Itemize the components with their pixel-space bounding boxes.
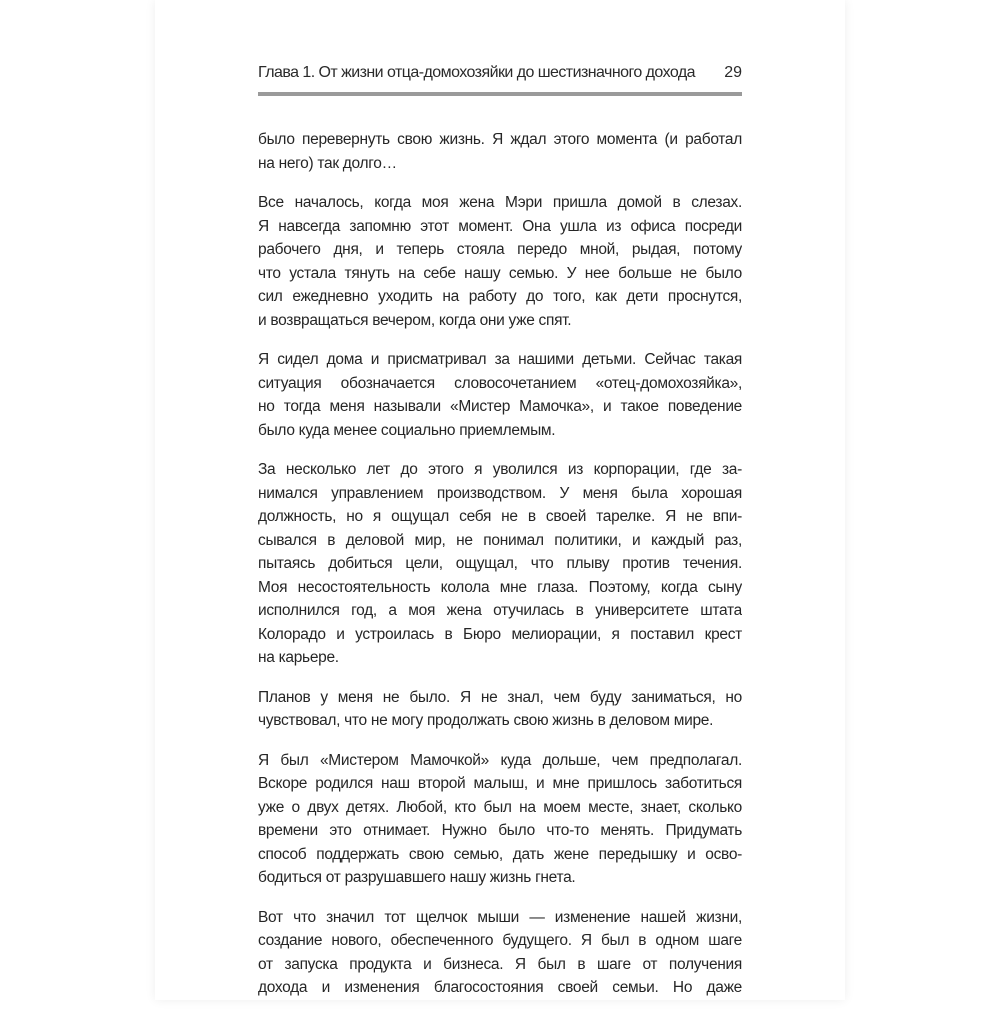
text-line: Колорадо и устроилась в Бюро мелиорации, я поставил крест [258, 625, 742, 643]
text-line: Вот что значил тот щелчок мыши — изменение нашей жизни, [258, 908, 742, 926]
text-line: Все началось, когда моя жена Мэри пришла домой в слезах. [258, 194, 742, 211]
text-line: пытаясь добиться цели, ощущал, что плыву против течения. [258, 555, 742, 572]
text-line: дохода и изменения благосостояния своей семьи. Но даже [258, 979, 742, 996]
chapter-title: Глава 1. От жизни отца-домохозяйки до шестизначного дохода [258, 64, 695, 81]
text-line: сил ежедневно уходить на работу до того, как дети проснутся, [258, 288, 742, 305]
header-divider [258, 92, 742, 96]
text-line: исполнился год, а моя жена отучилась в университете штата [258, 602, 742, 619]
text-line: от запуска продукта и бизнеса. Я был в шаге от получения [258, 955, 742, 973]
text-line: создание нового, обеспеченного будущего. Я был в одном шаге [258, 932, 742, 949]
paragraph [258, 749, 742, 890]
paragraph [258, 458, 742, 670]
text-line: чувствовал, что не могу продолжать свою жизнь в деловом мире. [258, 712, 714, 729]
text-line: Вскоре родился наш второй малыш, и мне пришлось заботиться [258, 775, 742, 792]
paragraph [258, 191, 742, 332]
text-line: рабочего дня, и теперь стояла передо мной, рыдая, потому [258, 241, 742, 258]
paragraph [258, 686, 742, 733]
text-line: бодиться от разрушавшего нашу жизнь гнета. [258, 869, 576, 886]
text-line: Моя несостоятельность колола мне глаза. Поэтому, когда сыну [258, 578, 742, 596]
text-line: что устала тянуть на себе нашу семью. У нее больше не было [258, 264, 742, 282]
text-line: должность, но я ощущал себя не в своей тарелке. Я не впи- [258, 508, 742, 525]
text-line: на карьере. [258, 649, 339, 666]
text-line: Я был «Мистером Мамочкой» куда дольше, чем предполагал. [258, 751, 742, 769]
text-line: времени это отнимает. Нужно было что-то менять. Придумать [258, 822, 742, 839]
page-number: 29 [724, 64, 742, 81]
text-line: способ поддержать свою семью, дать жене передышку и осво- [258, 845, 742, 863]
paragraph [258, 906, 742, 1000]
paragraph [258, 128, 742, 175]
text-line: нимался управлением производством. У меня была хорошая [258, 484, 742, 502]
text-line: уже о двух детях. Любой, кто был на моем месте, знает, сколько [258, 798, 742, 816]
text-line: и возвращаться вечером, когда они уже спят. [258, 311, 572, 329]
running-header [258, 64, 742, 88]
text-line: Планов у меня не было. Я не знал, чем буду заниматься, но [258, 688, 742, 706]
body-text [258, 128, 742, 1016]
text-line: но тогда меня называли «Мистер Мамочка», и такое поведение [258, 398, 742, 415]
text-line: За несколько лет до этого я уволился из корпорации, где за- [258, 461, 742, 478]
text-line: сывался в деловой мир, не понимал политики, и каждый раз, [258, 531, 742, 549]
text-line: ситуация обозначается словосочетанием «отец-домохозяйка», [258, 374, 742, 392]
text-line: Я сидел дома и присматривал за нашими детьми. Сейчас такая [258, 351, 742, 368]
text-line: было перевернуть свою жизнь. Я ждал этого момента (и работал [258, 131, 742, 148]
text-line: было куда менее социально приемлемым. [258, 421, 556, 439]
text-line: Я навсегда запомню этот момент. Она ушла из офиса посреди [258, 217, 742, 235]
text-line: на него) так долго… [258, 154, 397, 172]
paragraph [258, 348, 742, 442]
